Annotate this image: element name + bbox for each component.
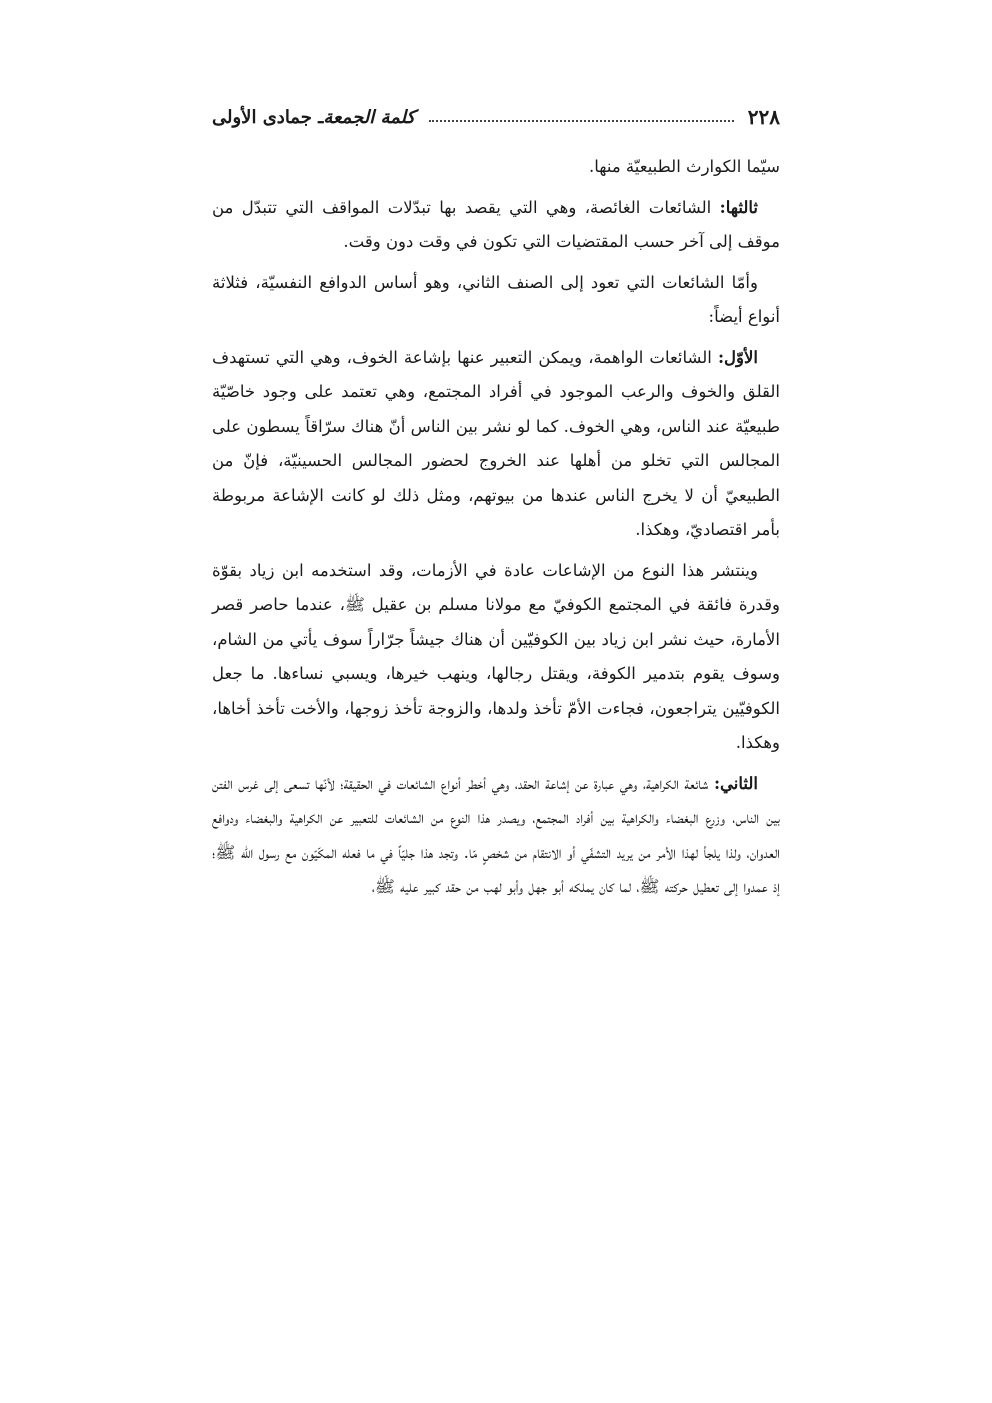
paragraph-example: وينتشر هذا النوع من الإشاعات عادة في الأزمات، وقد استخدمه ابن زياد بقوّة وقدرة فائقة في المجتمع الكوفيّ مع مولانا مسلم بن عقيل ﷺ، عندما حاصر قصر الأمارة، حيث نشر ابن زياد بين الكوفيّين أن هناك جيشاً جرّاراً سوف يأتي من الشام، وسوف يقوم بتدمير الكوفة، ويقتل رجالها، وينهب خيرها، ويسبي نساءها. ما جعل الكوفيّين يتراجعون، فجاءت الأمّ تأخذ ولدها، والزوجة تأخذ زوجها، والأخت تأخذ أخاها، وهكذا. — [212, 560, 780, 752]
paragraph-text: شائعة الكراهية، وهي عبارة عن إشاعة الحقد، وهي أخطر أنواع الشائعات في الحقيقة؛ لأنّها تسعى إلى غرس الفتن بين الناس، وزرع البغضاء والكراهية بين أفراد المجتمع، ويصدر هذا النوع من الشائعات للتعبير عن الكراهية والبغضاء ودوافع العدوان، ولذا يلجأ لهذا الأمر من يريد التشفّي أو الانتقام من شخصٍ مّا. وتجد هذا جليّاً في ما فعله المكّيّون مع رسول الله ﷺ؛ إذ عمدوا إلى تعطيل حركته ﷺ، لما كان يملكه أبو جهل وأبو لهب من حقد كبير عليه ﷺ، — [212, 773, 780, 896]
page-number: ٢٢٨ — [747, 105, 780, 129]
article-body — [212, 150, 780, 911]
paragraph-third-type — [212, 191, 780, 260]
publication-logo: كلمة الجمعة — [323, 106, 416, 128]
paragraph-lead: الأوّل: — [717, 347, 758, 367]
paragraph-lead: الثاني: — [713, 773, 758, 793]
issue-month: ـ جمادى الأولى — [212, 106, 324, 128]
paragraph-first-kind — [212, 341, 780, 548]
paragraph-second-kind — [212, 767, 780, 905]
paragraph-text: الشائعات الواهمة، ويمكن التعبير عنها بإشاعة الخوف، وهي التي تستهدف القلق والخوف والرعب الموجود في أفراد المجتمع، وهي تعتمد على وجود خاصّيّة طبيعيّة عند الناس، وهي الخوف. كما لو نشر بين الناس أنّ هناك سرّاقاً يسطون على المجالس التي تخلو من أهلها عند الخروج لحضور المجالس الحسينيّة، فإنّ من الطبيعيّ أن لا يخرج الناس عندها من بيوتهم، ومثل ذلك لو كانت الإشاعة مربوطة بأمر اقتصاديّ، وهكذا. — [212, 347, 780, 539]
paragraph-lead: ثالثها: — [719, 197, 758, 217]
paragraph-intro-second-category: وأمّا الشائعات التي تعود إلى الصنف الثاني، وهو أساس الدوافع النفسيّة، فثلاثة أنواع أيضاً: — [212, 272, 780, 326]
paragraph-text: الشائعات الغائصة، وهي التي يقصد بها تبدّلات المواقف التي تتبدّل من موقف إلى آخر حسب المقتضيات التي تكون في وقت دون وقت. — [212, 197, 780, 251]
running-header-title — [212, 107, 415, 128]
header-dotted-leader — [429, 120, 734, 122]
paragraph-continuation: سيّما الكوارث الطبيعيّة منها. — [588, 157, 780, 176]
page-header — [212, 100, 780, 134]
